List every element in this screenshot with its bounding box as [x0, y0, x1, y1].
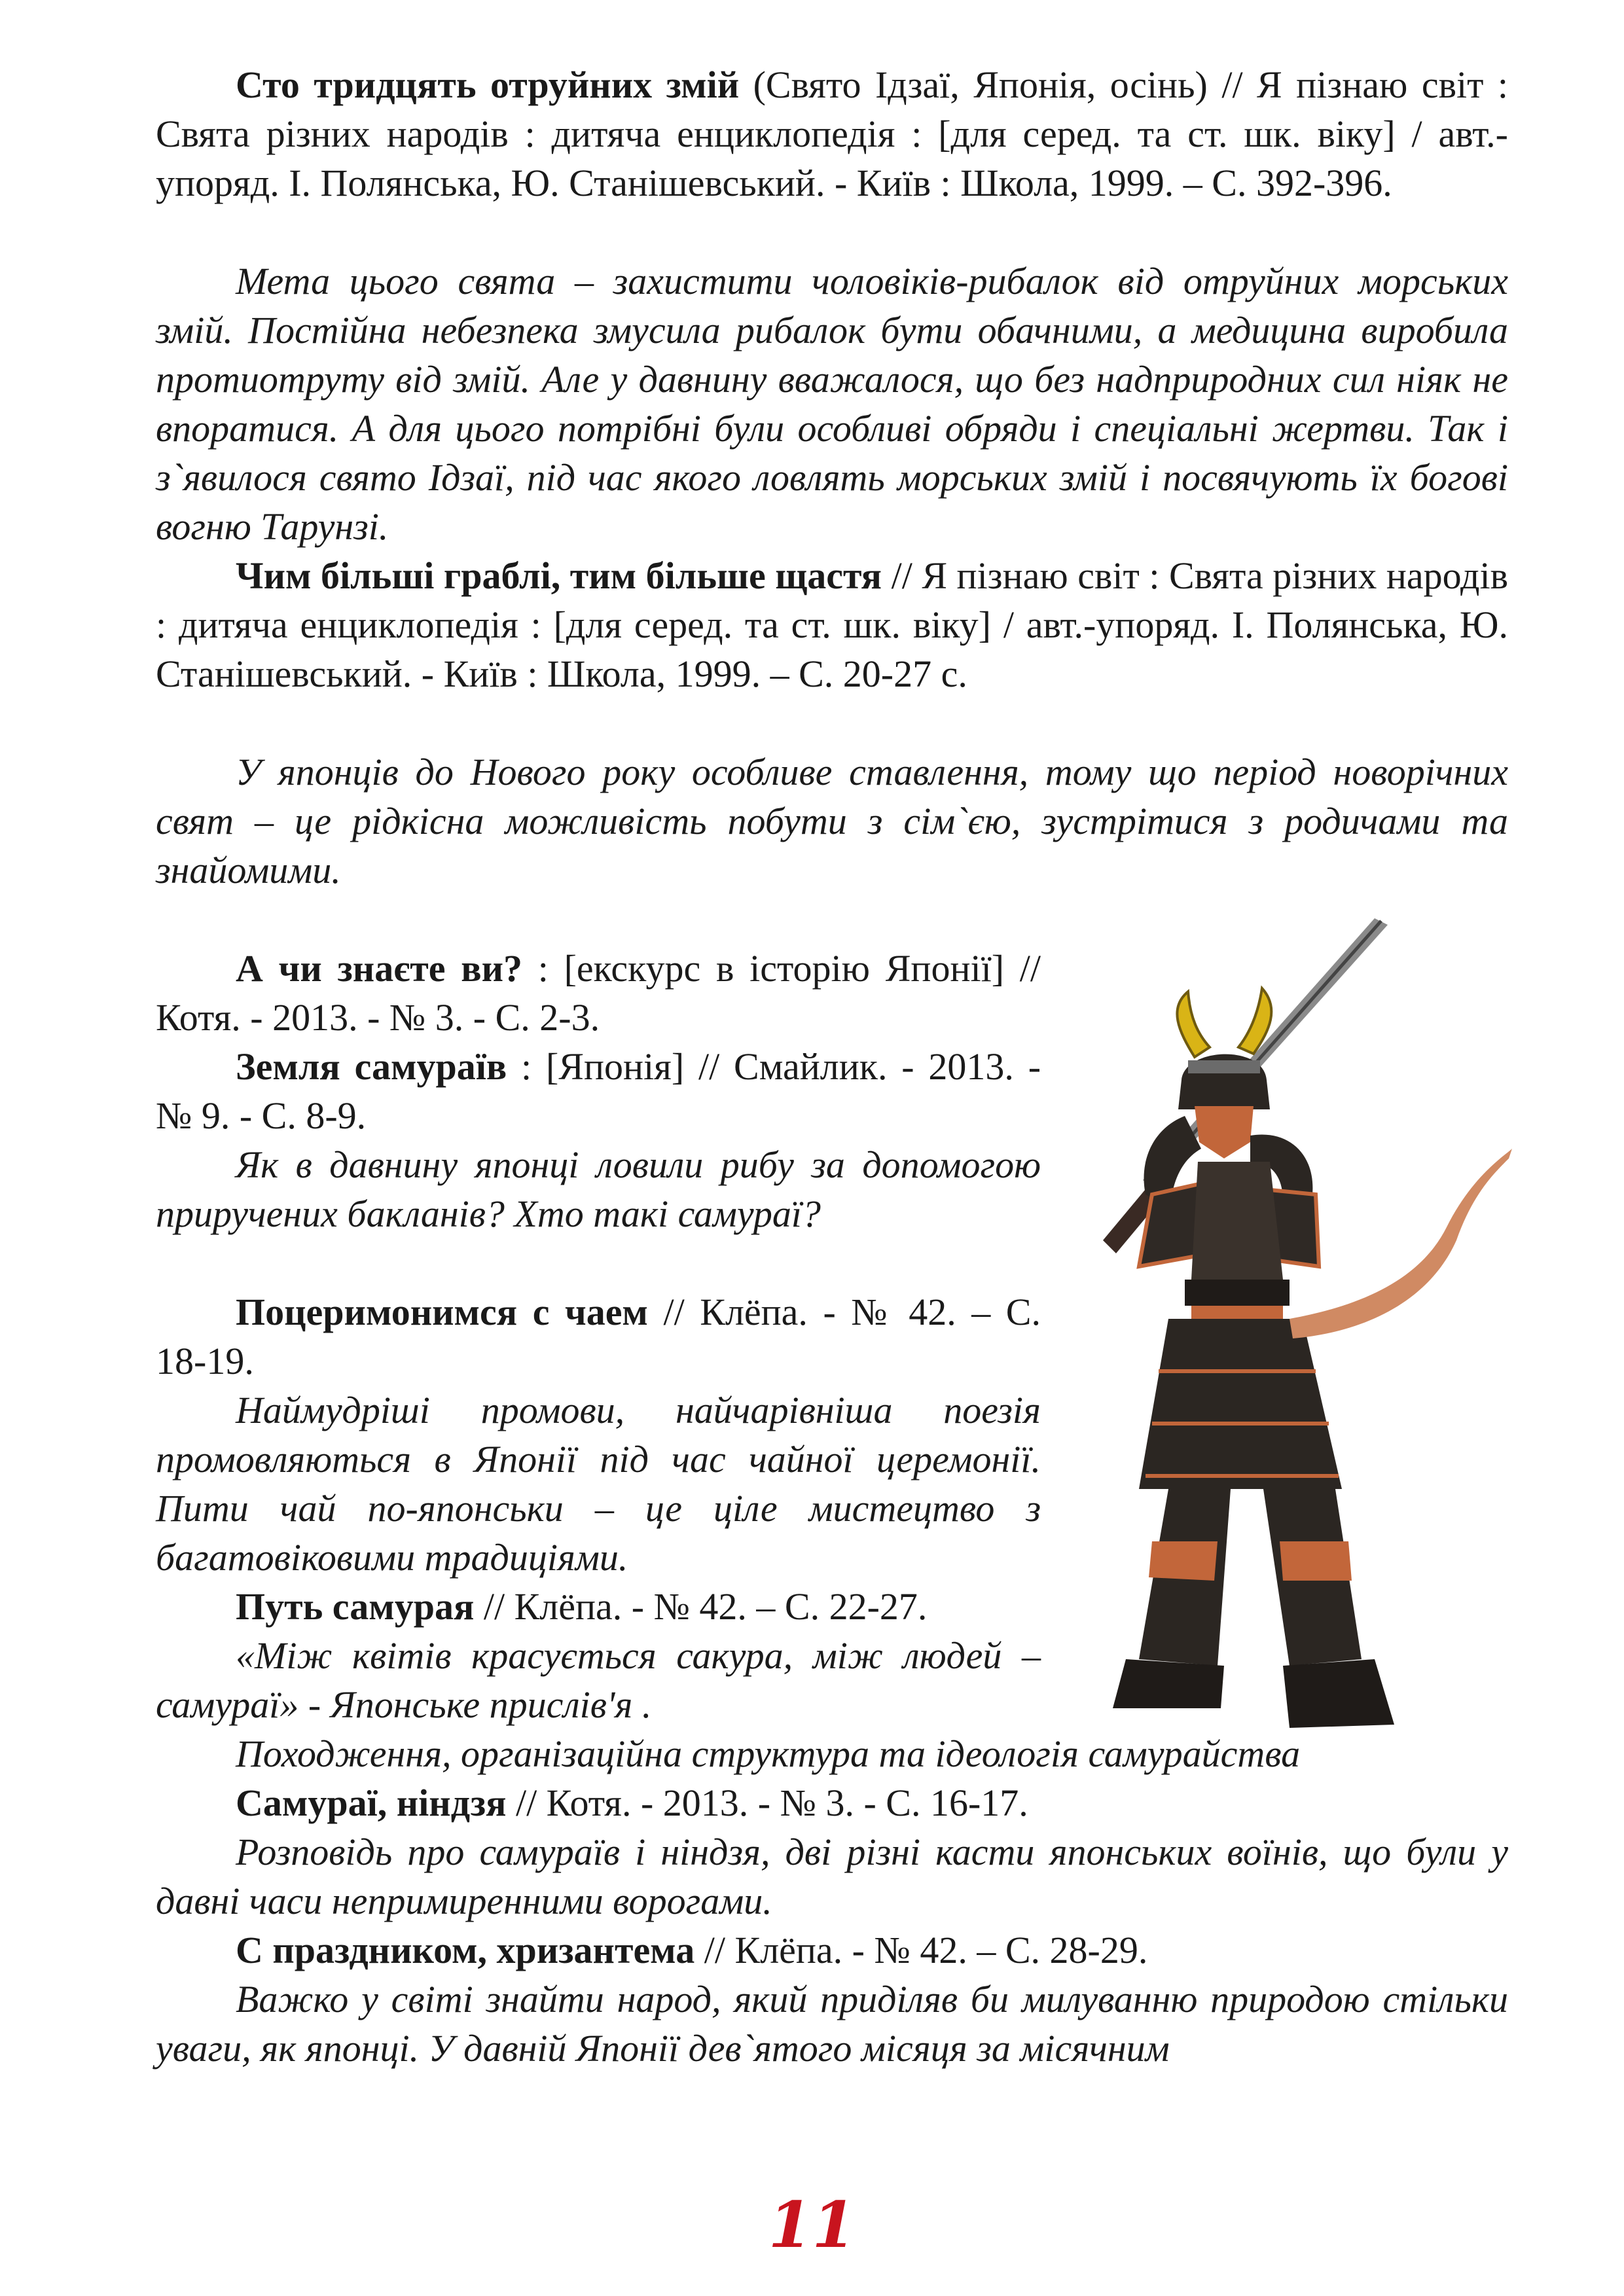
entry-reference: : [екскурс в історію Японії] // Котя. - 2013. - № 3. - С. 2-3.	[156, 947, 1041, 1039]
entry-annotation: Походження, організаційна структура та ідеологія самурайства	[236, 1732, 1301, 1775]
entry-title: А чи знаєте ви?	[236, 947, 522, 990]
entry-title: Поцеримонимся с чаем	[236, 1291, 648, 1333]
bibliography-entry	[156, 60, 1508, 207]
torso-armor	[1191, 1162, 1283, 1280]
entry-title: Сто тридцять отруйних змій	[236, 63, 740, 106]
bibliography-entry	[156, 1042, 1041, 1140]
entry-annotation: «Між квітів красується сакура, між людей – самураї» - Японське прислів'я .	[156, 1634, 1041, 1726]
bibliography-entry	[156, 1287, 1041, 1386]
entry-title: С праздником, хризантема	[236, 1929, 695, 1971]
entry-title: Самураї, ніндзя	[236, 1782, 507, 1824]
entry-title: Путь самурая	[236, 1585, 475, 1628]
entry-reference: // Я пізнаю світ : Свята різних народів : дитяча енциклопедія : [для серед. та ст. шк. віку] / авт.-упоряд. І. Полянська, Ю. Станішевський. - Київ : Школа, 1999. – С. 20-27 с.	[156, 554, 1508, 695]
face	[1195, 1106, 1254, 1158]
samurai-illustration-icon	[1054, 913, 1512, 1757]
entry-annotation: У японців до Нового року особливе ставлення, тому що період новорічних свят – це рідкісна можливість побути з сім`єю, зустрітися з родичами та знайомими.	[156, 751, 1508, 891]
right-foot	[1283, 1659, 1394, 1728]
entry-annotation: Важко у світі знайти народ, який приділяв би милуванню природою стільки уваги, як японці. У давній Японії дев`ятого місяця за місячним	[156, 1978, 1508, 2070]
bibliography-entry	[156, 551, 1508, 698]
helmet-crest	[1177, 992, 1210, 1057]
bibliography-entry	[156, 1582, 1041, 1631]
left-foot	[1113, 1659, 1224, 1708]
entry-reference: (Свято Ідзаї, Японія, осінь) // Я пізнаю світ : Свята різних народів : дитяча енциклопедія : [для серед. та ст. шк. віку] / авт.-упоряд. І. Полянська, Ю. Станішевський. - Київ : Школа, 1999. – С. 392-396.	[156, 63, 1508, 204]
bibliography-entry	[156, 1778, 1508, 1827]
entry-title: Чим більші граблі, тим більше щастя	[236, 554, 882, 597]
bibliography-entry	[156, 1926, 1508, 1975]
entry-reference: // Клёпа. - № 42. – С. 22-27.	[474, 1585, 928, 1628]
entry-reference: // Клёпа. - № 42. – С. 18-19.	[156, 1291, 1041, 1382]
entry-title: Земля самураїв	[236, 1045, 507, 1088]
entry-reference: : [Японія] // Смайлик. - 2013. - № 9. - С. 8-9.	[156, 1045, 1041, 1137]
entry-annotation: Розповідь про самураїв і ніндзя, дві різні касти японських воїнів, що були у давні часи непримиренними ворогами.	[156, 1831, 1508, 1922]
bibliography-entry	[156, 944, 1041, 1042]
entry-reference: // Клёпа. - № 42. – С. 28-29.	[695, 1929, 1148, 1971]
page-number: 11	[768, 2188, 856, 2262]
entry-reference: // Котя. - 2013. - № 3. - С. 16-17.	[506, 1782, 1028, 1824]
tail	[1290, 1149, 1512, 1338]
entry-annotation: Мета цього свята – захистити чоловіків-рибалок від отруйних морських змій. Постійна небезпека змусила рибалок бути обачними, а медицина виробила протиотруту від змій. Але у давнину вважалося, що без надприродних сил ніяк не впоратися. А для цього потрібні були особливі обряди і спеціальні жертви. Так і з`явилося свято Ідзаї, під час якого ловлять морських змій і посвячують їх богові вогню Тарунзі.	[156, 260, 1508, 548]
entry-annotation: Як в давнину японці ловили рибу за допомогою приручених бакланів? Хто такі самураї?	[156, 1143, 1041, 1235]
entry-annotation: Наймудріші промови, найчарівніша поезія промовляються в Японії під час чайної церемонії. Пити чай по-японськи – це ціле мистецтво з багатовіковими традиціями.	[156, 1389, 1041, 1579]
skirt-armor	[1139, 1319, 1342, 1489]
